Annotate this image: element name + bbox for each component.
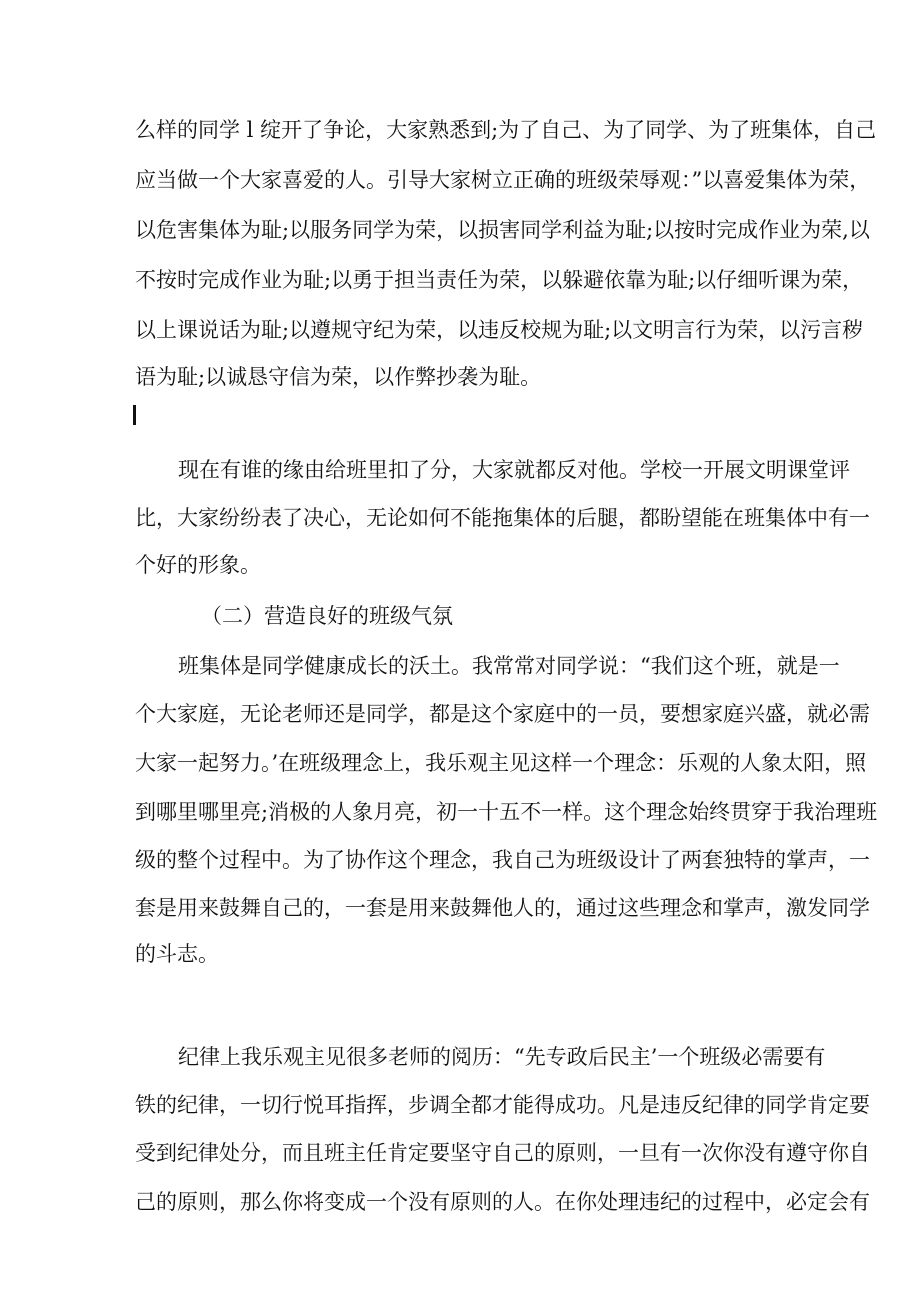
paragraph-1-line-4: 不按时完成作业为耻;以勇于担当责任为荣，以躲避依靠为耻;以仔细听课为荣， [135,268,864,292]
paragraph-2-line-1: 现在有谁的缘由给班里扣了分，大家就都反对他。学校一开展文明课堂评 [178,458,850,482]
paragraph-4-line-2: 铁的纪律，一切行悦耳指挥，步调全都才能得成功。凡是违反纪律的同学肯定要 [135,1093,870,1117]
paragraph-4-line-3: 受到纪律处分，而且班主任肯定要坚守自己的原则，一旦有一次你没有遵守你自 [135,1141,870,1165]
paragraph-4-line-1: 纪律上我乐观主见很多老师的阅历：“先专政后民主’一个班级必需要有 [178,1045,826,1069]
section-heading: （二）营造良好的班级气氛 [201,604,453,628]
text-cursor [133,405,136,425]
paragraph-2-line-2: 比，大家纷纷表了决心，无论如何不能拖集体的后腿，都盼望能在班集体中有一 [135,506,870,530]
paragraph-3-line-5: 级的整个过程中。为了协作这个理念，我自己为班级设计了两套独特的掌声，一 [135,848,870,872]
paragraph-3-line-6: 套是用来鼓舞自己的，一套是用来鼓舞他人的，通过这些理念和掌声，激发同学 [135,896,870,920]
paragraph-3-line-4: 到哪里哪里亮;消极的人象月亮，初一十五不一样。这个理念始终贯穿于我治理班 [135,800,878,824]
paragraph-3-line-1: 班集体是同学健康成长的沃土。我常常对同学说：“我们这个班，就是一 [178,654,840,678]
paragraph-4-line-4: 己的原则，那么你将变成一个没有原则的人。在你处理违纪的过程中，必定会有 [135,1190,870,1214]
paragraph-3-line-7: 的斗志。 [135,942,219,966]
paragraph-1-line-5: 以上课说话为耻;以遵规守纪为荣，以违反校规为耻;以文明言行为荣，以污言秽 [135,318,864,342]
paragraph-1-line-6: 语为耻;以诚恳守信为荣，以作弊抄袭为耻。 [135,365,542,389]
paragraph-1-line-2: 应当做一个大家喜爱的人。引导大家树立正确的班级荣辱观：”以喜爱集体为荣， [135,168,871,192]
paragraph-3-line-3: 大家一起努力。’在班级理念上，我乐观主见这样一个理念：乐观的人象太阳，照 [135,751,867,775]
paragraph-1-line-1: 么样的同学 l 绽开了争论，大家熟悉到;为了自己、为了同学、为了班集体，自己 [135,118,877,142]
paragraph-3-line-2: 个大家庭，无论老师还是同学，都是这个家庭中的一员，要想家庭兴盛，就必需 [135,702,870,726]
paragraph-1-line-3: 以危害集体为耻;以服务同学为荣，以损害同学利益为耻;以按时完成作业为荣,以 [135,218,870,242]
paragraph-2-line-3: 个好的形象。 [135,553,261,577]
